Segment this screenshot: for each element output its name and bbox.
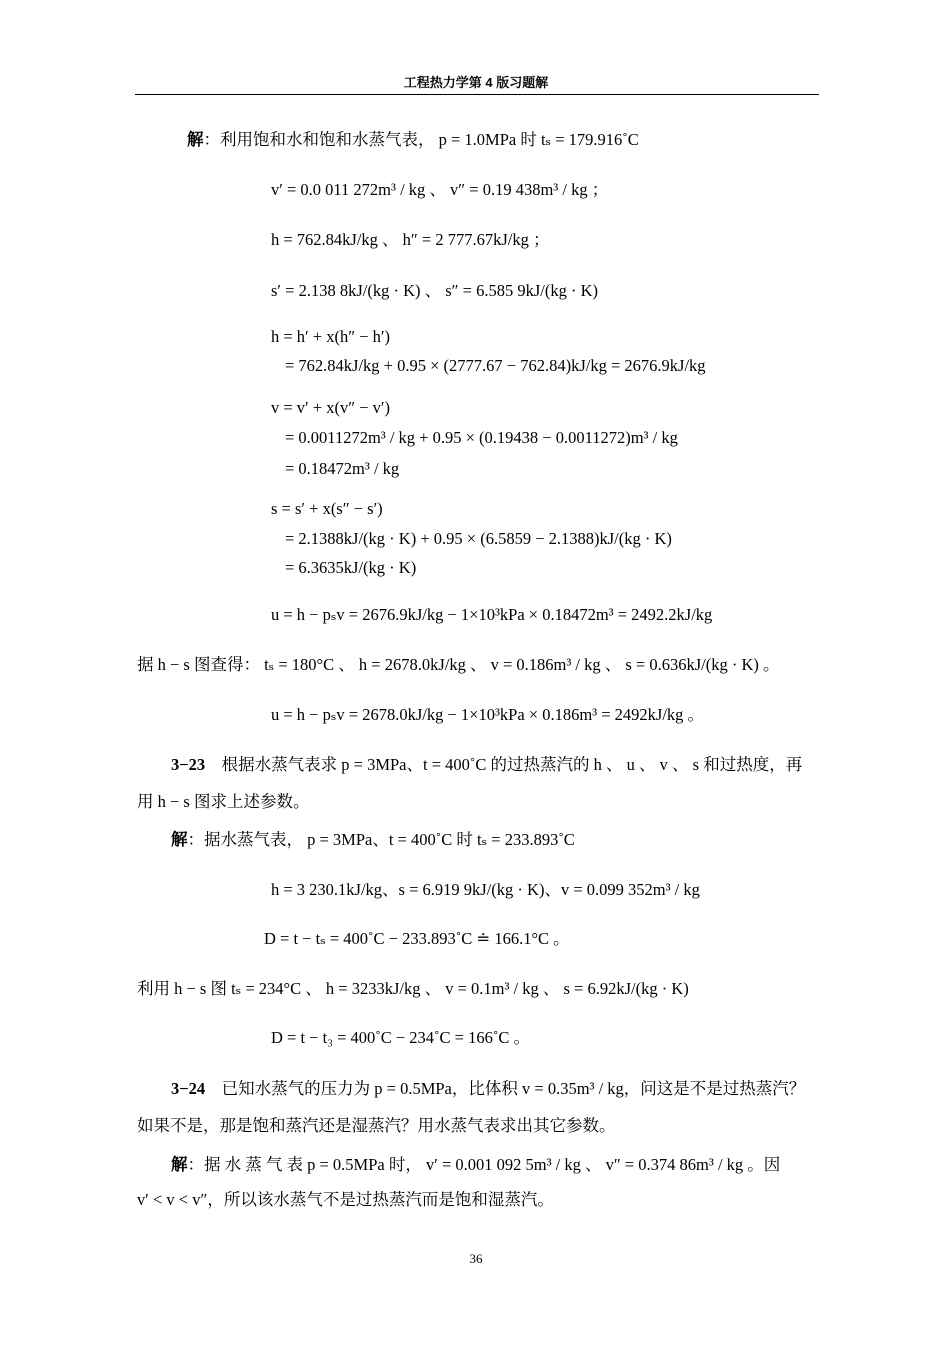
text-line: D = t − t₃ = 400˚C − 234˚C = 166˚C 。 <box>271 1028 530 1047</box>
text-line: = 0.0011272m³ / kg + 0.95 × (0.19438 − 0.0011272)m³ / kg <box>285 428 678 447</box>
text-line: s = s′ + x(s″ − s′) <box>271 499 383 518</box>
page-number: 36 <box>469 1251 483 1266</box>
text-line: h = h′ + x(h″ − h′) <box>271 327 390 346</box>
solution-label: 解 <box>187 130 204 149</box>
text-line: 用 h − s 图求上述参数。 <box>137 792 310 811</box>
solution-label: 解 <box>171 830 188 849</box>
text-line: 如果不是，那是饱和蒸汽还是湿蒸汽？用水蒸气表求出其它参数。 <box>137 1116 616 1135</box>
text-line: = 762.84kJ/kg + 0.95 × (2777.67 − 762.84)kJ/kg = 2676.9kJ/kg <box>285 356 706 375</box>
text-line: 解：据 水 蒸 气 表 p = 0.5MPa 时， v′ = 0.001 092 5m³ / kg 、 v″ = 0.374 86m³ / kg 。因 <box>171 1155 781 1174</box>
problem-number: 3−24 <box>171 1079 206 1098</box>
text-line: = 0.18472m³ / kg <box>285 459 400 478</box>
problem-line: 3−24 已知水蒸气的压力为 p = 0.5MPa，比体积 v = 0.35m³ / kg，问这是不是过热蒸汽？ <box>171 1079 806 1098</box>
problem-number: 3−23 <box>171 755 206 774</box>
running-header: 工程热力学第 4 版习题解 <box>403 75 549 90</box>
text-line: u = h − pₛv = 2678.0kJ/kg − 1×10³kPa × 0.186m³ = 2492kJ/kg 。 <box>271 705 705 724</box>
header-rule <box>135 94 819 95</box>
text-line: v = v′ + x(v″ − v′) <box>271 398 390 417</box>
problem-line: 3−23 根据水蒸气表求 p = 3MPa、t = 400˚C 的过热蒸汽的 h 、 u 、 v 、 s 和过热度，再 <box>171 755 803 774</box>
text-line: 利用 h − s 图 tₛ = 234°C 、 h = 3233kJ/kg 、 v = 0.1m³ / kg 、 s = 6.92kJ/(kg · K) <box>137 979 689 998</box>
text-line: = 2.1388kJ/(kg · K) + 0.95 × (6.5859 − 2.1388)kJ/(kg · K) <box>285 529 672 548</box>
text-line: 解：据水蒸气表， p = 3MPa、t = 400˚C 时 tₛ = 233.893˚C <box>171 830 575 849</box>
text-line: h = 3 230.1kJ/kg、s = 6.919 9kJ/(kg · K)、v = 0.099 352m³ / kg <box>271 880 700 899</box>
text-line: 据 h − s 图查得： tₛ = 180°C 、 h = 2678.0kJ/kg 、 v = 0.186m³ / kg 、 s = 0.636kJ/(kg · K) 。 <box>137 655 780 674</box>
text-line: D = t − tₛ = 400˚C − 233.893˚C ≐ 166.1°C 。 <box>264 929 570 948</box>
text-line: v′ < v < v″，所以该水蒸气不是过热蒸汽而是饱和湿蒸汽。 <box>137 1190 554 1209</box>
text-line: s′ = 2.138 8kJ/(kg · K) 、 s″ = 6.585 9kJ/(kg · K) <box>271 281 598 300</box>
text-line: u = h − pₛv = 2676.9kJ/kg − 1×10³kPa × 0.18472m³ = 2492.2kJ/kg <box>271 605 713 624</box>
text-line: = 6.3635kJ/(kg · K) <box>285 558 417 577</box>
text-line: 解：利用饱和水和饱和水蒸气表， p = 1.0MPa 时 tₛ = 179.916˚C <box>187 130 639 149</box>
solution-label: 解 <box>171 1155 188 1174</box>
text-line: v′ = 0.0 011 272m³ / kg 、 v″ = 0.19 438m³ / kg ； <box>271 180 609 199</box>
text-line: h = 762.84kJ/kg 、 h″ = 2 777.67kJ/kg ； <box>271 230 550 249</box>
